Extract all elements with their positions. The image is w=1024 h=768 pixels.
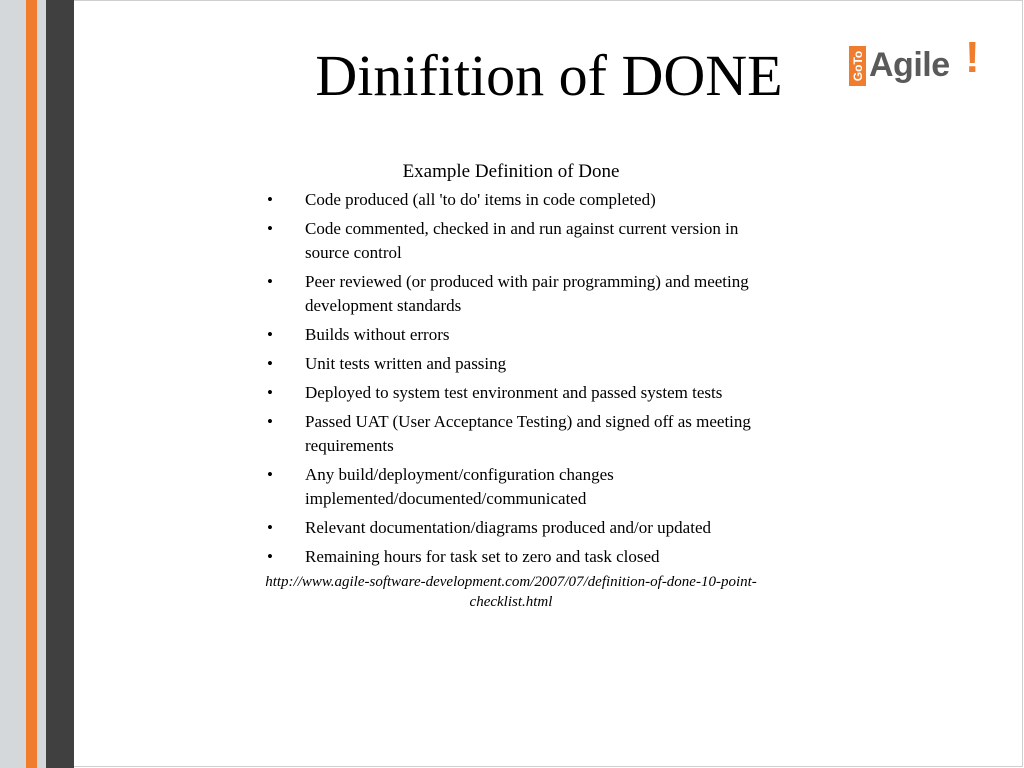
list-item-text: Remaining hours for task set to zero and task closed <box>305 547 660 566</box>
bullet-dot: • <box>267 219 273 238</box>
gotoagile-logo <box>849 33 989 88</box>
bullet-dot: • <box>267 354 273 373</box>
bullet-dot: • <box>267 547 273 566</box>
side-stripe-orange <box>26 0 37 768</box>
list-item <box>258 381 764 405</box>
list-item-text: Relevant documentation/diagrams produced and/or updated <box>305 518 711 537</box>
list-item-text: Code commented, checked in and run against current version in source control <box>305 219 739 262</box>
list-item-text: Passed UAT (User Acceptance Testing) and signed off as meeting requirements <box>305 412 751 455</box>
bullet-dot: • <box>267 465 273 484</box>
list-item-text: Any build/deployment/configuration changes implemented/documented/communicated <box>305 465 614 508</box>
logo-agile-text: Agile <box>869 46 950 84</box>
list-item <box>258 217 764 265</box>
bullet-dot: • <box>267 272 273 291</box>
list-item <box>258 352 764 376</box>
list-item-text: Builds without errors <box>305 325 450 344</box>
list-item-text: Unit tests written and passing <box>305 354 507 373</box>
list-item <box>258 270 764 318</box>
list-item <box>258 410 764 458</box>
content-subtitle: Example Definition of Done <box>402 161 620 182</box>
done-checklist <box>258 188 764 569</box>
list-item <box>258 463 764 511</box>
logo-exclamation: ! <box>965 33 980 82</box>
list-item <box>258 516 764 540</box>
list-item <box>258 323 764 347</box>
logo-goto-text: GoTo <box>851 50 865 82</box>
bullet-dot: • <box>267 383 273 402</box>
source-link[interactable]: http://www.agile-software-development.com/2007/07/definition-of-done-10-point-checklist.html <box>265 574 757 610</box>
slide-content <box>258 158 764 612</box>
list-item-text: Code produced (all 'to do' items in code completed) <box>305 190 656 209</box>
bullet-dot: • <box>267 190 273 209</box>
side-stripe-light-inner <box>37 0 46 768</box>
list-item-text: Peer reviewed (or produced with pair programming) and meeting development standards <box>305 272 749 315</box>
list-item <box>258 188 764 212</box>
bullet-dot: • <box>267 325 273 344</box>
side-stripe-dark <box>46 0 74 768</box>
list-item <box>258 545 764 569</box>
list-item-text: Deployed to system test environment and passed system tests <box>305 383 723 402</box>
slide-title: Dinifition of DONE <box>315 43 783 108</box>
side-stripe-light <box>0 0 26 768</box>
bullet-dot: • <box>267 412 273 431</box>
bullet-dot: • <box>267 518 273 537</box>
logo-goto-badge <box>849 46 866 86</box>
